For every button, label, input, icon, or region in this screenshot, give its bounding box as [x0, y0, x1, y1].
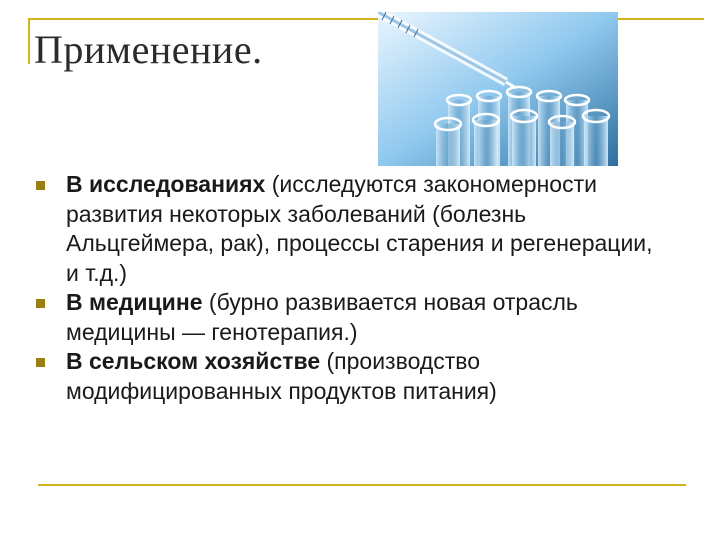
- bullet-research: [30, 170, 670, 288]
- test-tubes-pipette-icon: [378, 12, 618, 166]
- bullet-text: (исследуются закономерности развития некоторых заболеваний (болезнь Альцгеймера, рак), процессы старения и регенерации, и т.д.): [66, 171, 653, 286]
- slide-title: Применение.: [34, 27, 263, 72]
- bullet-agriculture: [30, 347, 670, 406]
- test-tubes-photo: [378, 12, 618, 166]
- bullet-heading: В медицине: [66, 289, 203, 315]
- square-bullet-icon: [36, 181, 45, 190]
- square-bullet-icon: [36, 358, 45, 367]
- bullet-text: (производство модифицированных продуктов питания): [66, 348, 497, 404]
- bullet-text: (бурно развивается новая отрасль медицины — генотерапия.): [66, 289, 578, 345]
- bullet-heading: В сельском хозяйстве: [66, 348, 321, 374]
- bottom-rule: [38, 484, 686, 486]
- bullet-list: [30, 170, 670, 406]
- bullet-heading: В исследованиях: [66, 171, 266, 197]
- bullet-medicine: [30, 288, 670, 347]
- left-rule: [28, 18, 30, 64]
- square-bullet-icon: [36, 299, 45, 308]
